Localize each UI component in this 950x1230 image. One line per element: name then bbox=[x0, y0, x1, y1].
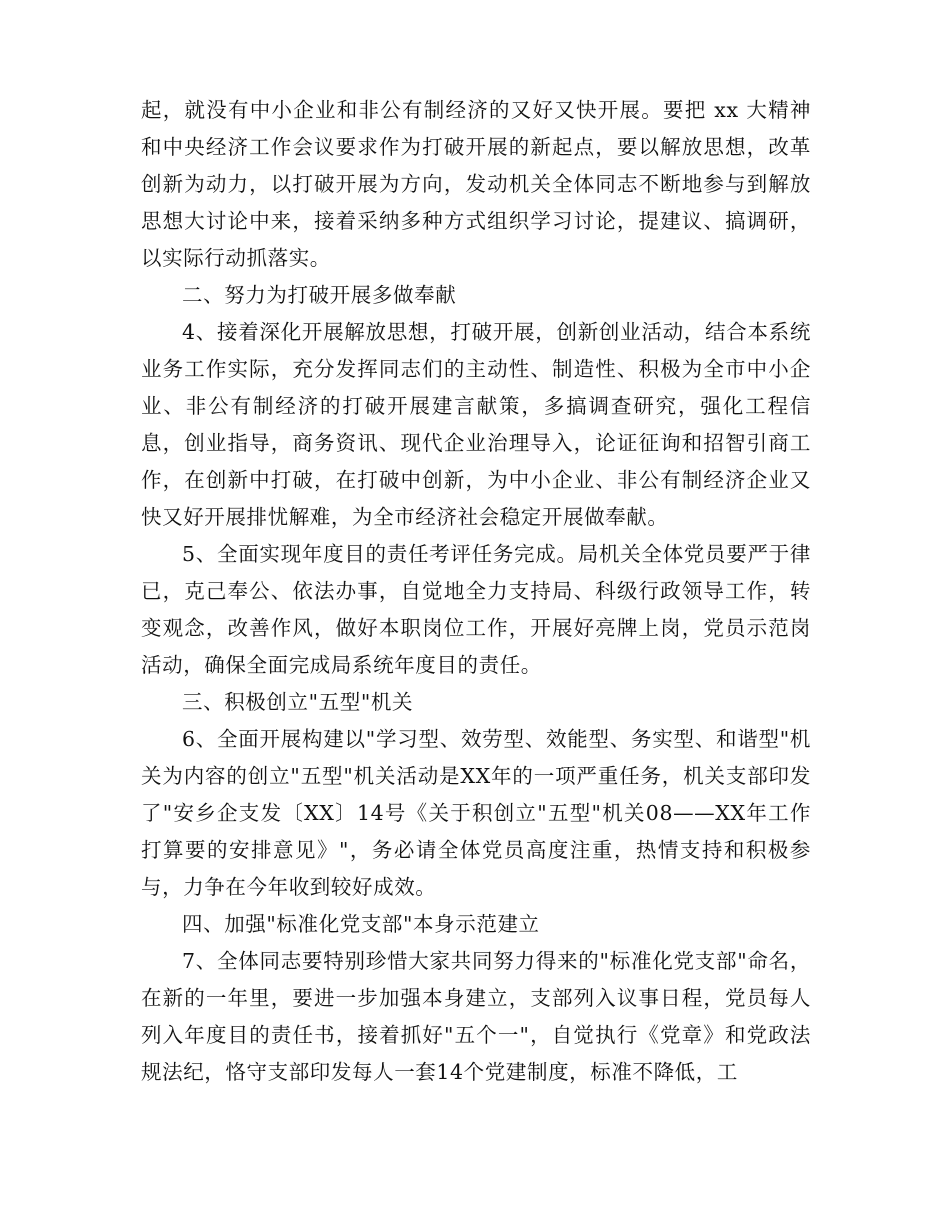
paragraph-item-5: 5、全面实现年度目的责任考评任务完成。局机关全体党员要严于律已，克己奉公、依法办事，自觉地全力支持局、科级行政领导工作，转变观念，改善作风，做好本职岗位工作，开展好亮牌上岗，党员示范岗活动，确保全面完成局系统年度目的责任。 bbox=[141, 542, 811, 677]
paragraph-continuation: 起，就没有中小企业和非公有制经济的又好又快开展。要把 xx 大精神和中央经济工作会议要求作为打破开展的新起点，要以解放思想，改革创新为动力，以打破开展为方向，发动机关全体同志不断地参与到解放思想大讨论中来，接着采纳多种方式组织学习讨论，提建议、搞调研，以实际行动抓落实。 bbox=[141, 98, 811, 270]
paragraph-item-7: 7、全体同志要特别珍惜大家共同努力得来的"标准化党支部"命名，在新的一年里，要进一步加强本身建立，支部列入议事日程，党员每人列入年度目的责任书，接着抓好"五个一"，自觉执行《党章》和党政法规法纪，恪守支部印发每人一套14个党建制度，标准不降低，工 bbox=[141, 949, 811, 1084]
section-heading-3: 三、积极创立"五型"机关 bbox=[182, 690, 414, 714]
document-body bbox=[141, 92, 811, 1091]
paragraph-item-6: 6、全面开展构建以"学习型、效劳型、效能型、务实型、和谐型"机关为内容的创立"五型"机关活动是XX年的一项严重任务，机关支部印发了"安乡企支发〔XX〕14号《关于积创立"五型"机关08——XX年工作打算要的安排意见》"，务必请全体党员高度注重，热情支持和积极参与，力争在今年收到较好成效。 bbox=[141, 727, 811, 899]
section-heading-2: 二、努力为打破开展多做奉献 bbox=[182, 283, 457, 307]
paragraph-item-4: 4、接着深化开展解放思想，打破开展，创新创业活动，结合本系统业务工作实际，充分发挥同志们的主动性、制造性、积极为全市中小企业、非公有制经济的打破开展建言献策，多搞调查研究，强化工程信息，创业指导，商务资讯、现代企业治理导入，论证征询和招智引商工作，在创新中打破，在打破中创新，为中小企业、非公有制经济企业又快又好开展排忧解难，为全市经济社会稳定开展做奉献。 bbox=[141, 320, 811, 529]
section-heading-4: 四、加强"标准化党支部"本身示范建立 bbox=[182, 912, 540, 936]
